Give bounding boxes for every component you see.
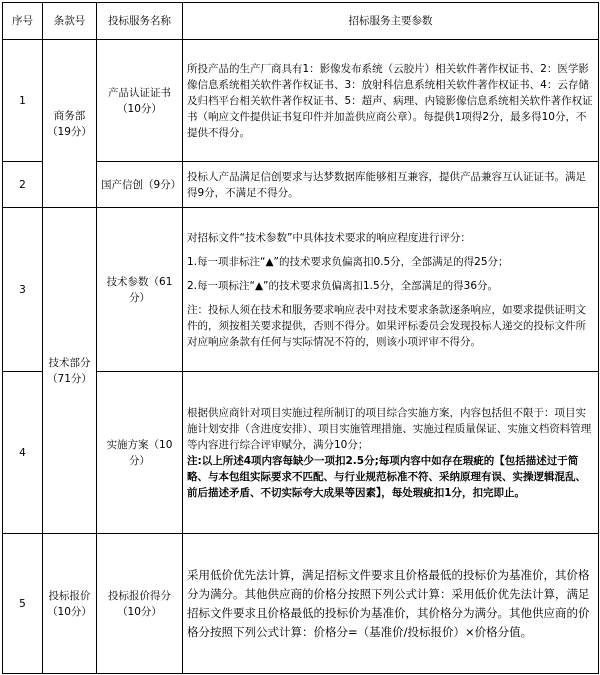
- params-rule-1: 1.每一项非标注“▲”的技术要求负偏离扣0.5分，全部满足的得25分；: [187, 255, 509, 268]
- row-params: 所投产品的生产厂商具有1：影像发布系统（云胶片）相关软件著作权证书、2：医学影像信息系统相关软件著作权证书、3：放射科信息系统相关软件著作权证书、4：云存储及归档平台相关软件著作权证书、5：超声、病理、内镜影像信息系统相关软件著作权证书（响应文件提供证书复印件并加盖供应商公章）。每提供1项得2分，最多得10分，不提供不得分。: [183, 40, 599, 162]
- params-bold-note: 注:以上所述4项内容每缺少一项扣2.5分;每项内容中如存在瑕疵的【包括描述过于简略、与本包组实际要求不匹配、与行业规范标准不符、采纳原理有误、实操逻辑混乱、前后描述矛盾、不切实际夸大成果等因素】，每处瑕疵扣1分，扣完即止。: [187, 454, 586, 499]
- row-seq: 3: [3, 208, 43, 372]
- table-row: [3, 40, 599, 162]
- row-params: [183, 372, 599, 534]
- row-params: 采用低价优先法计算，满足招标文件要求且价格最低的投标价为基准价，其价格分为满分。其他供应商的价格分按照下列公式计算：采用低价优先法计算，满足招标文件要求且价格最低的投标价为基准价，其价格分为满分。其他供应商的价格分按照下列公式计算：价格分=（基准价/投标报价）×价格分值。: [183, 534, 599, 674]
- table-header-row: [3, 3, 599, 40]
- header-params: 招标服务主要参数: [183, 3, 599, 40]
- params-text: 根据供应商针对项目实施过程所制订的项目综合实施方案，内容包括但不限于：项目实施计划安排（含进度安排）、项目实施管理措施、实施过程质量保证、实施文档资料管理等内容进行综合评审赋分，满分10分；: [187, 406, 592, 451]
- row-item: 国产信创（9分）: [97, 162, 183, 208]
- scoring-table: [2, 2, 599, 674]
- row-item: 投标报价得分（10分）: [97, 534, 183, 674]
- row-params: 投标人产品满足信创要求与达梦数据库能够相互兼容，提供产品兼容互认证证书。满足得9分，不满足不得分。: [183, 162, 599, 208]
- params-intro: 对招标文件“技术参数”中具体技术要求的响应程度进行评分：: [187, 231, 471, 244]
- row-params: [183, 208, 599, 372]
- header-item: 投标服务名称: [97, 3, 183, 40]
- row-item: 产品认证证书（10分）: [97, 40, 183, 162]
- row-item: 实施方案（10分）: [97, 372, 183, 534]
- row-seq: 4: [3, 372, 43, 534]
- row-item: 技术参数（61分）: [97, 208, 183, 372]
- table-row: [3, 534, 599, 674]
- row-clause: 商务部（19分）: [43, 40, 97, 208]
- header-seq: 序号: [3, 3, 43, 40]
- row-seq: 5: [3, 534, 43, 674]
- header-clause: 条款号: [43, 3, 97, 40]
- params-rule-2: 2.每一项标注“▲”的技术要求负偏离扣1.5分，全部满足的得36分。: [187, 279, 499, 292]
- row-seq: 2: [3, 162, 43, 208]
- row-seq: 1: [3, 40, 43, 162]
- table-row: [3, 208, 599, 372]
- row-clause: 投标报价（10分）: [43, 534, 97, 674]
- row-clause: 技术部分（71分）: [43, 208, 97, 534]
- params-note: 注：投标人须在技术和服务要求响应表中对技术要求条款逐条响应，如要求提供证明文件的，须按相关要求提供，否则不得分。如果评标委员会发现投标人递交的投标文件所对应响应条款有任何与实际情况不符的，则该小项评审不得分。: [187, 303, 586, 348]
